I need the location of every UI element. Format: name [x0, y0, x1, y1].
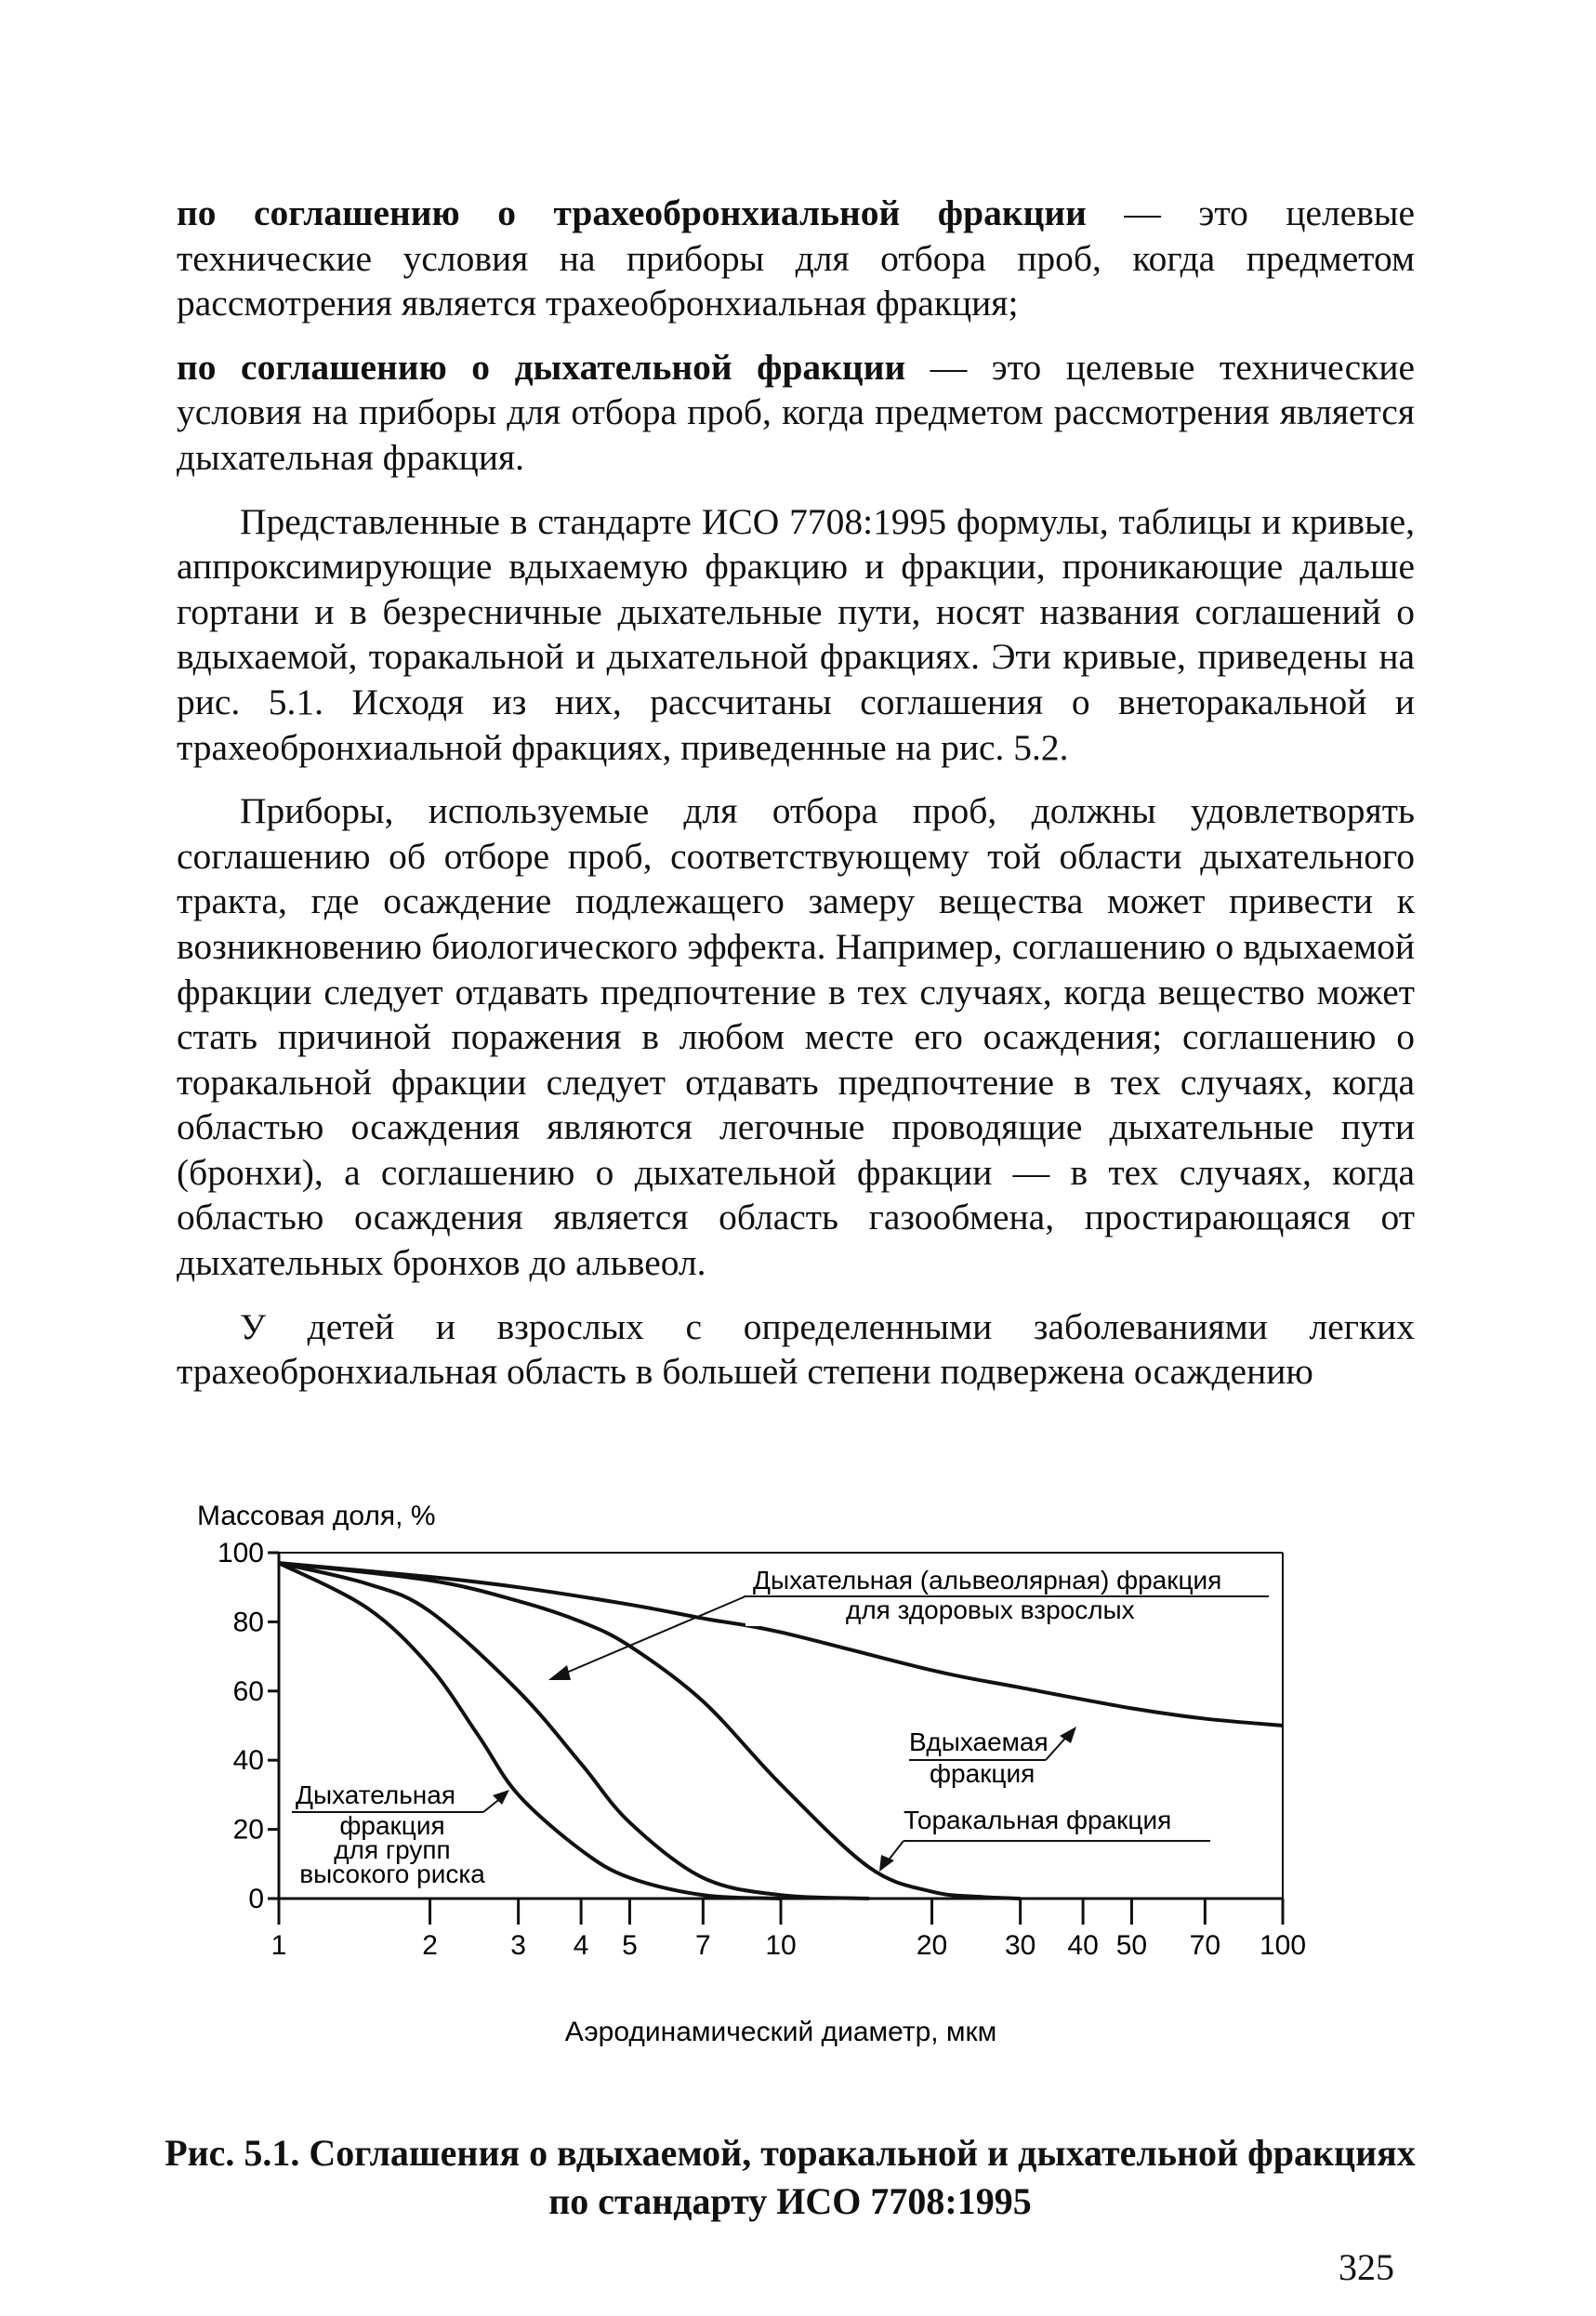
x-tick-label: 70 [1189, 1930, 1221, 1961]
label-thoracic: Торакальная фракция [904, 1806, 1172, 1834]
x-tick-label: 3 [510, 1930, 526, 1961]
label-alveolar-line1: Дыхательная (альвеолярная) фракция [753, 1566, 1222, 1595]
fraction-chart [177, 1483, 1385, 2124]
x-tick-label: 40 [1067, 1930, 1099, 1961]
label-alveolar-line2: для здоровых взрослых [846, 1595, 1135, 1624]
x-axis-label: Аэродинамический диаметр, мкм [564, 2017, 997, 2047]
paragraph-definition-tracheobronchial [177, 191, 1415, 326]
caption-line-1: Соглашения о вдыхаемой, торакальной и дыхательной фракциях [299, 2132, 1416, 2174]
y-tick-label: 80 [232, 1607, 264, 1638]
x-tick-label: 4 [573, 1930, 589, 1961]
y-tick-label: 40 [232, 1745, 264, 1777]
y-tick-label: 20 [232, 1814, 264, 1846]
arrowhead-thoracic [879, 1855, 894, 1872]
y-tick-label: 0 [248, 1884, 264, 1914]
arrowhead-alveolar [548, 1665, 571, 1680]
x-tick-label: 30 [1004, 1930, 1036, 1961]
x-tick-label: 5 [622, 1930, 638, 1961]
figure-number: Рис. 5.1. [165, 2132, 300, 2174]
paragraph-children-adults: У детей и взрослых с определенными заболеваниями легких трахеобронхиальная область в большей степени подвержена осаждению [177, 1305, 1415, 1393]
paragraph-iso-standard: Представленные в стандарте ИСО 7708:1995 формулы, таблицы и кривые, аппроксимирующие вдыхаемую фракцию и фракции, проникающие дальше гортани и в безресничные дыхательные пути, носят названия соглашений о вдыхаемой, торакальной и дыхательной фракциях. Эти кривые, приведены на рис. 5.1. Исходя из них, рассчитаны соглашения о внеторакальной и трахеобронхиальной фракциях, приведенные на рис. 5.2. [177, 500, 1415, 768]
paragraph-definition-respirable [177, 345, 1415, 481]
x-tick-label: 100 [1259, 1930, 1307, 1961]
caption-line-2: по стандарту ИСО 7708:1995 [548, 2180, 1032, 2222]
definition-respirable: — это целевые технические условия на приборы для отбора проб, когда предметом рассмотрения является дыхательная фракция. [177, 346, 1416, 478]
y-tick-label: 60 [232, 1675, 264, 1707]
page-number: 325 [1339, 2246, 1394, 2288]
term-respirable: по соглашению о дыхательной фракции [177, 346, 906, 388]
x-tick-label: 2 [422, 1930, 438, 1961]
x-tick-label: 7 [695, 1930, 711, 1961]
y-tick-label: 100 [217, 1538, 264, 1568]
x-tick-label: 10 [765, 1930, 797, 1961]
paragraph-sampling-devices: Приборы, используемые для отбора проб, должны удовлетворять соглашению об отборе проб, соответствующему той области дыхательного тракта, где осаждение подлежащего замеру вещества может привести к возникновению биологического эффекта. Например, соглашению о вдыхаемой фракции следует отдавать предпочтение в тех случаях, когда вещество может стать причиной поражения в любом месте его осаждения; соглашению о торакальной фракции следует отдавать предпочтение в тех случаях, когда областью осаждения являются легочные проводящие дыхательные пути (бронхи), а соглашению о дыхательной фракции — в тех случаях, когда областью осаждения является область газообмена, простирающаяся от дыхательных бронхов до альвеол. [177, 790, 1415, 1284]
label-high-risk-line2: фракция [339, 1811, 445, 1840]
x-tick-label: 50 [1115, 1930, 1148, 1961]
figure-5-1 [177, 1483, 1385, 2124]
figure-caption [130, 2129, 1450, 2226]
label-inhalable-line1: Вдыхаемая [909, 1727, 1049, 1756]
x-tick-label: 20 [916, 1930, 948, 1961]
y-axis-label: Массовая доля, % [197, 1501, 436, 1531]
body-text [177, 191, 1415, 1413]
x-tick-label: 1 [270, 1930, 287, 1961]
label-high-risk-line1: Дыхательная [296, 1780, 456, 1809]
definition-tracheobronchial: — это целевые технические условия на приборы для отбора проб, когда предметом рассмотрения является трахеобронхиальная фракция; [177, 192, 1415, 324]
term-tracheobronchial: по соглашению о трахеобронхиальной фракции [177, 192, 1087, 233]
label-inhalable-line2: фракция [930, 1759, 1035, 1788]
label-high-risk-line4: высокого риска [299, 1859, 485, 1888]
label-high-risk-line3: для групп [334, 1835, 451, 1864]
